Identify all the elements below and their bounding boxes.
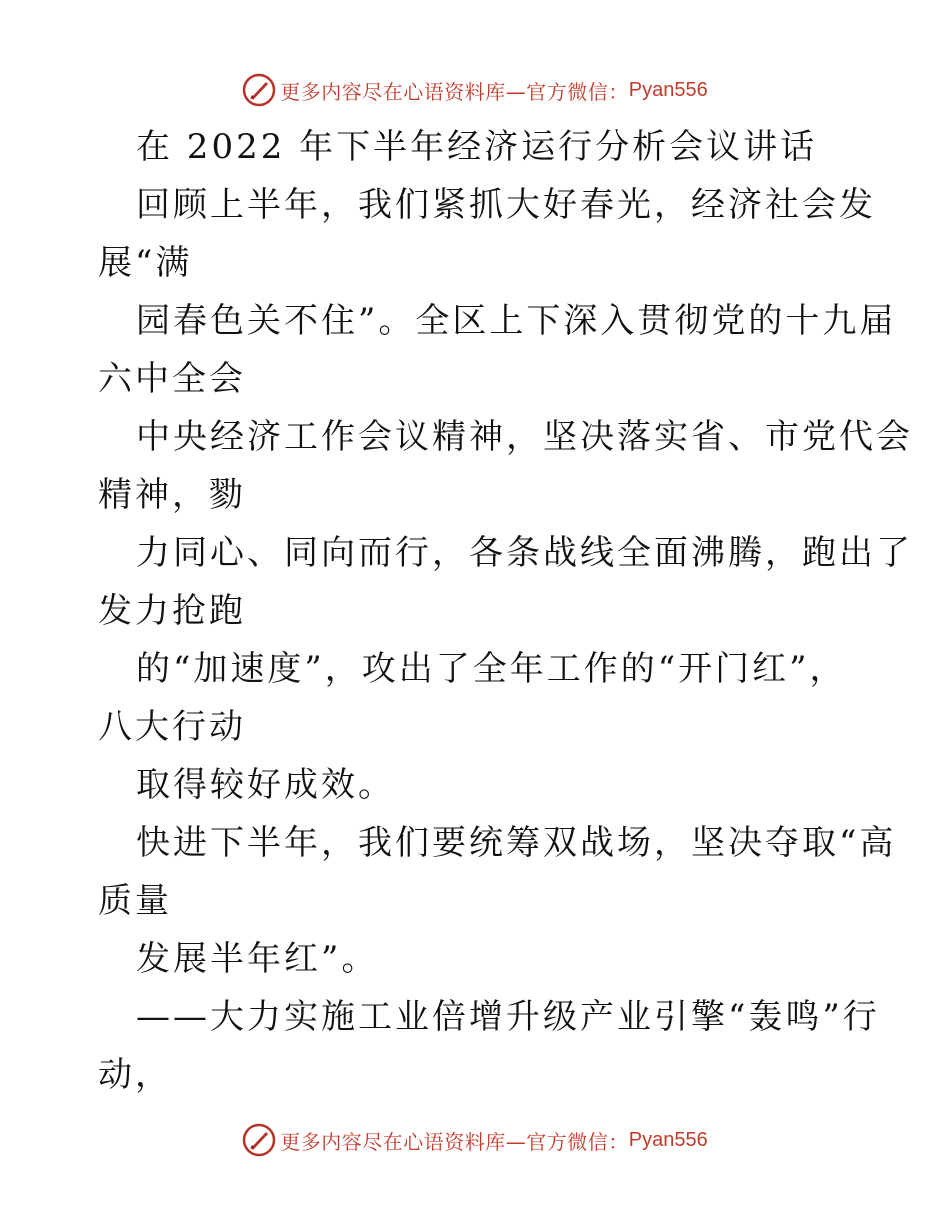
- quill-logo-icon: [242, 73, 276, 107]
- paragraph-line: 质量: [98, 881, 172, 921]
- paragraph-line: 回顾上半年，我们紧抓大好春光，经济社会发: [136, 185, 876, 225]
- footer-watermark: [0, 1118, 950, 1162]
- paragraph-line: 中央经济工作会议精神，坚决落实省、市党代会: [136, 417, 913, 457]
- document-title: 在 2022 年下半年经济运行分析会议讲话: [136, 127, 818, 167]
- paragraph-line: 动，: [98, 1055, 172, 1095]
- paragraph-line: 快进下半年，我们要统筹双战场，坚决夺取“高: [136, 823, 897, 863]
- paragraph-line: 取得较好成效。: [136, 765, 395, 805]
- quill-logo-icon: [242, 1123, 276, 1157]
- paragraph-line: 园春色关不住”。全区上下深入贯彻党的十九届: [136, 301, 897, 341]
- paragraph-line: 的“加速度”，攻出了全年工作的“开门红”，: [136, 649, 847, 689]
- watermark-text: 更多内容尽在心语资料库—官方微信：: [280, 1129, 629, 1154]
- paragraph-line: 发展半年红”。: [136, 939, 379, 979]
- watermark-text: 更多内容尽在心语资料库—官方微信：: [280, 79, 629, 104]
- paragraph-line: 发力抢跑: [98, 591, 246, 631]
- paragraph-line: 展“满: [98, 243, 193, 283]
- paragraph-line: 八大行动: [98, 707, 246, 747]
- watermark-wechat-id: Pyan556: [628, 1128, 708, 1151]
- paragraph-line: 精神，勠: [98, 475, 246, 515]
- paragraph-line: ——大力实施工业倍增升级产业引擎“轰鸣”行: [136, 997, 880, 1037]
- watermark-wechat-id: Pyan556: [628, 78, 708, 101]
- header-watermark: [0, 68, 950, 112]
- paragraph-line: 六中全会: [98, 359, 246, 399]
- paragraph-line: 力同心、同向而行，各条战线全面沸腾，跑出了: [136, 533, 913, 573]
